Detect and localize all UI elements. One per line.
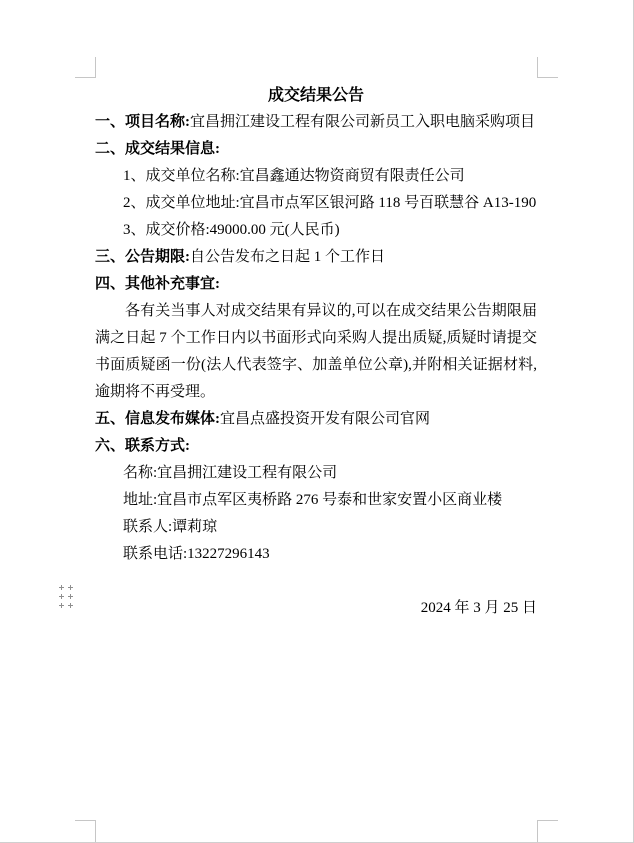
line-publish-media bbox=[95, 406, 537, 433]
announcement-period-value: 自公告发布之日起 1 个工作日 bbox=[190, 249, 386, 265]
line-contact-phone bbox=[95, 541, 537, 568]
line-result-info-heading bbox=[95, 136, 537, 163]
publish-media-value: 宜昌点盛投资开发有限公司官网 bbox=[220, 411, 431, 427]
contact-name-text: 名称:宜昌拥江建设工程有限公司 bbox=[123, 465, 338, 481]
contact-phone-text: 联系电话:13227296143 bbox=[123, 546, 270, 562]
crop-mark-bottom-right bbox=[537, 820, 558, 843]
doc-date: 2024 年 3 月 25 日 bbox=[420, 600, 537, 616]
deal-price-text: 3、成交价格:49000.00 元(人民币) bbox=[123, 222, 340, 238]
supplement-heading-label: 四、其他补充事宜: bbox=[95, 276, 220, 292]
publish-media-label: 五、信息发布媒体: bbox=[95, 411, 220, 427]
contact-address-text: 地址:宜昌市点军区夷桥路 276 号泰和世家安置小区商业楼 bbox=[123, 492, 503, 508]
supplement-paragraph: 各有关当事人对成交结果有异议的,可以在成交结果公告期限届满之日起 7 个工作日内以书面形式向采购人提出质疑,质疑时请提交书面质疑函一份(法人代表签字、加盖单位公章),并附相关证据材料, 逾期将不再受理。 bbox=[95, 303, 537, 400]
doc-title: 成交结果公告 bbox=[267, 87, 364, 104]
crop-mark-top-right bbox=[537, 57, 558, 78]
line-contact-person bbox=[95, 514, 537, 541]
line-deal-price bbox=[95, 217, 537, 244]
crop-mark-top-left bbox=[75, 57, 96, 78]
line-winner-address bbox=[95, 190, 537, 217]
winner-name-text: 1、成交单位名称:宜昌鑫通达物资商贸有限责任公司 bbox=[123, 168, 465, 184]
result-info-heading-label: 二、成交结果信息: bbox=[95, 141, 220, 157]
line-supplement-heading bbox=[95, 271, 537, 298]
document-body bbox=[95, 82, 537, 622]
contact-heading-label: 六、联系方式: bbox=[95, 438, 190, 454]
line-announcement-period bbox=[95, 244, 537, 271]
contact-person-text: 联系人:谭莉琼 bbox=[123, 519, 218, 535]
line-project-name bbox=[95, 109, 537, 136]
line-winner-name bbox=[95, 163, 537, 190]
winner-address-text: 2、成交单位地址:宜昌市点军区银河路 118 号百联慧谷 A13-190 bbox=[123, 195, 537, 211]
crop-mark-bottom-left bbox=[75, 820, 96, 843]
line-contact-heading bbox=[95, 433, 537, 460]
project-name-value: 宜昌拥江建设工程有限公司新员工入职电脑采购项目 bbox=[190, 114, 536, 130]
line-contact-name bbox=[95, 460, 537, 487]
announcement-period-label: 三、公告期限: bbox=[95, 249, 190, 265]
project-name-label: 一、项目名称: bbox=[95, 114, 190, 130]
drag-dots-icon[interactable] bbox=[59, 585, 73, 608]
line-contact-address bbox=[95, 487, 537, 514]
